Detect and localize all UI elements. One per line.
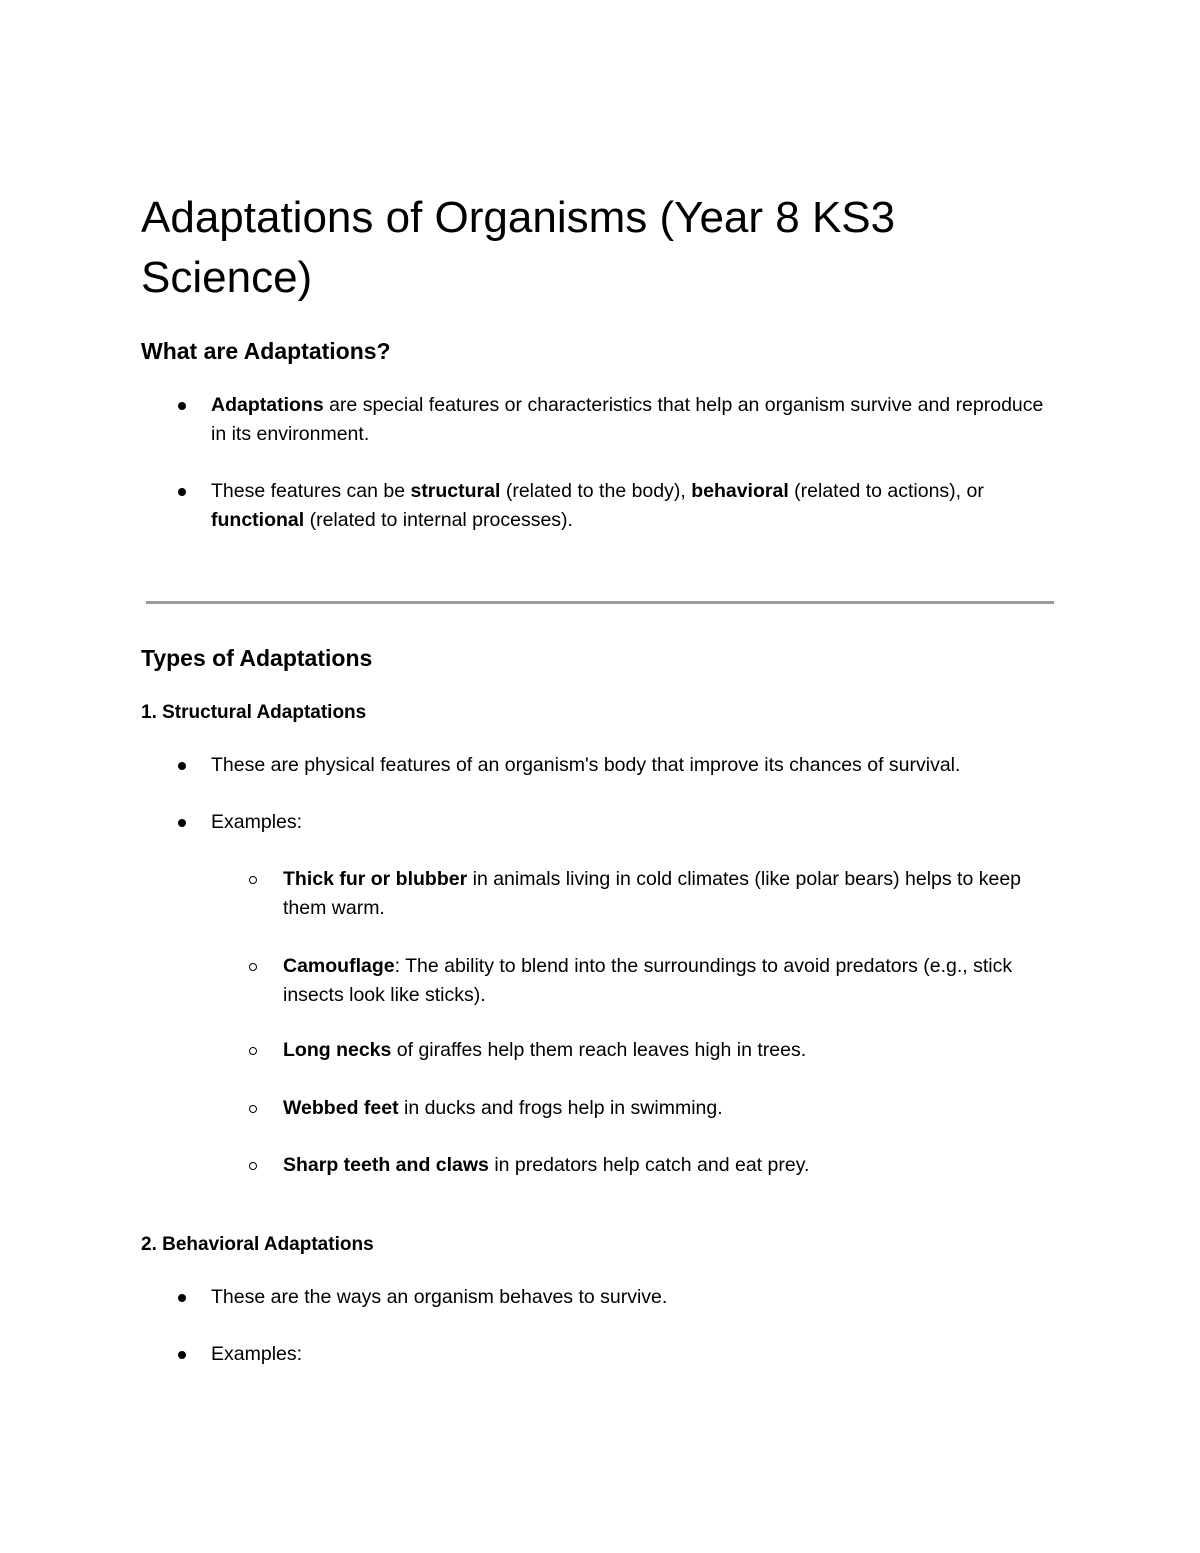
example-text: in animals living in cold climates (like polar bears) helps to keep them warm. bbox=[283, 868, 1022, 919]
list-item-feature-types bbox=[211, 477, 1061, 534]
bullet-icon bbox=[178, 1351, 186, 1359]
example-term: Webbed feet bbox=[283, 1097, 399, 1119]
bullet-icon bbox=[178, 819, 186, 827]
bullet-icon bbox=[178, 1294, 186, 1302]
text-fragment: These features can be bbox=[211, 480, 411, 502]
example-text: in ducks and frogs help in swimming. bbox=[398, 1097, 723, 1119]
example-term: Long necks bbox=[283, 1039, 392, 1061]
example-term: Camouflage bbox=[283, 955, 395, 977]
list-item-example bbox=[283, 865, 1063, 922]
list-item-example bbox=[283, 952, 1063, 1009]
list-item-definition bbox=[211, 391, 1061, 448]
list-item-examples-label: Examples: bbox=[211, 1343, 303, 1365]
document-title: Adaptations of Organisms (Year 8 KS3 Science) bbox=[141, 193, 896, 302]
circle-bullet-icon bbox=[249, 1162, 257, 1170]
circle-bullet-icon bbox=[249, 963, 257, 971]
section-heading-types-of-adaptations: Types of Adaptations bbox=[141, 645, 373, 671]
text-fragment: (related to the body), bbox=[500, 480, 692, 502]
list-item-example bbox=[283, 1151, 1063, 1180]
term-functional: functional bbox=[211, 508, 305, 531]
text-fragment: (related to internal processes). bbox=[304, 508, 573, 531]
horizontal-divider bbox=[146, 601, 1054, 604]
list-item-examples-label: Examples: bbox=[211, 811, 303, 833]
subheading-structural-adaptations: 1. Structural Adaptations bbox=[141, 702, 367, 723]
circle-bullet-icon bbox=[249, 876, 257, 884]
list-item-example bbox=[283, 1036, 1063, 1065]
list-item-example bbox=[283, 1094, 1063, 1123]
section-heading-what-are-adaptations: What are Adaptations? bbox=[141, 338, 391, 364]
bullet-icon bbox=[178, 488, 186, 496]
term-structural: structural bbox=[410, 480, 501, 502]
text-fragment: (related to actions), or bbox=[788, 480, 984, 502]
circle-bullet-icon bbox=[249, 1105, 257, 1113]
term-adaptations: Adaptations bbox=[211, 394, 324, 416]
list-item-behavioral-intro: These are the ways an organism behaves to survive. bbox=[211, 1286, 668, 1308]
term-behavioral: behavioral bbox=[691, 480, 789, 502]
circle-bullet-icon bbox=[249, 1047, 257, 1055]
example-text: of giraffes help them reach leaves high in trees. bbox=[391, 1039, 807, 1061]
list-item-structural-intro: These are physical features of an organism's body that improve its chances of survival. bbox=[211, 754, 961, 776]
bullet-icon bbox=[178, 762, 186, 770]
bullet-icon bbox=[178, 402, 186, 410]
example-text: in predators help catch and eat prey. bbox=[488, 1154, 810, 1176]
example-term: Sharp teeth and claws bbox=[283, 1154, 489, 1176]
subheading-behavioral-adaptations: 2. Behavioral Adaptations bbox=[141, 1234, 374, 1255]
definition-text: are special features or characteristics that help an organism survive and reproduce in its environment. bbox=[211, 394, 1044, 445]
example-text: : The ability to blend into the surroundings to avoid predators (e.g., stick insects look like sticks). bbox=[283, 955, 1013, 1006]
example-term: Thick fur or blubber bbox=[283, 868, 468, 890]
